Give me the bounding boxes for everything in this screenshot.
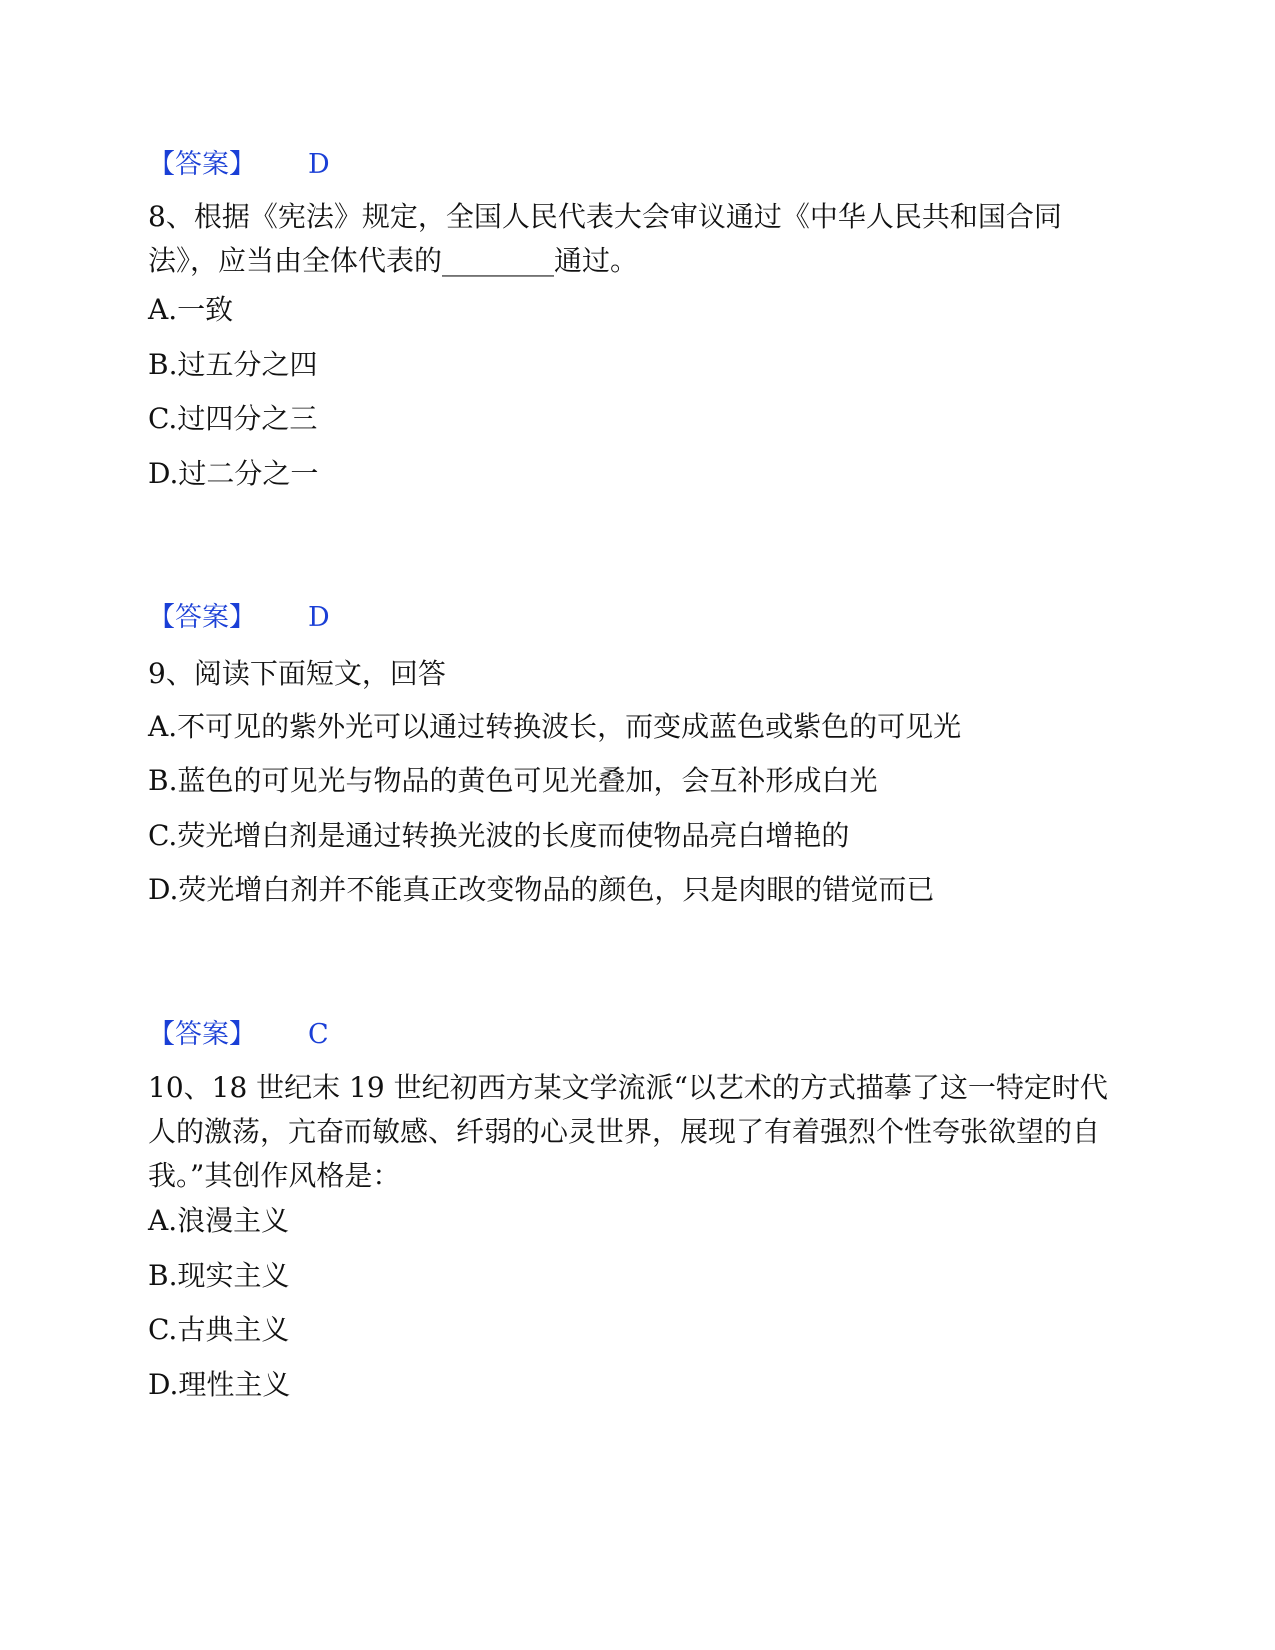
option-b: B.现实主义 (148, 1259, 290, 1292)
answer-label: 【答案】 (148, 149, 256, 180)
option-c: C.过四分之三 (148, 402, 318, 435)
question-text: 9、阅读下面短文，回答 (148, 657, 446, 690)
option-a: A.不可见的紫外光可以通过转换波长，而变成蓝色或紫色的可见光 (148, 710, 962, 743)
question-text: 8、根据《宪法》规定，全国人民代表大会审议通过《中华人民共和国合同法》，应当由全体代表的________通过。 (148, 200, 1062, 277)
option-d: D.理性主义 (148, 1368, 291, 1401)
answer-value: D (308, 149, 330, 180)
answer-value: C (308, 1019, 329, 1050)
option-c: C.荧光增白剂是通过转换光波的长度而使物品亮白增艳的 (148, 819, 850, 852)
answer-label: 【答案】 (148, 602, 256, 633)
answer-label: 【答案】 (148, 1019, 256, 1050)
option-b: B.过五分之四 (148, 348, 318, 381)
option-b: B.蓝色的可见光与物品的黄色可见光叠加，会互补形成白光 (148, 764, 878, 797)
option-c: C.古典主义 (148, 1313, 290, 1346)
answer-line (148, 145, 330, 185)
option-a: A.一致 (148, 293, 234, 326)
answer-line (148, 598, 330, 638)
option-d: D.荧光增白剂并不能真正改变物品的颜色，只是肉眼的错觉而已 (148, 873, 935, 906)
option-a: A.浪漫主义 (148, 1204, 290, 1237)
option-d: D.过二分之一 (148, 457, 319, 490)
question-text: 10、18 世纪末 19 世纪初西方某文学流派“以艺术的方式描摹了这一特定时代人的激荡，亢奋而敏感、纤弱的心灵世界，展现了有着强烈个性夸张欲望的自我。”其创作风格是： (148, 1071, 1108, 1192)
answer-line (148, 1015, 329, 1055)
answer-value: D (308, 602, 330, 633)
